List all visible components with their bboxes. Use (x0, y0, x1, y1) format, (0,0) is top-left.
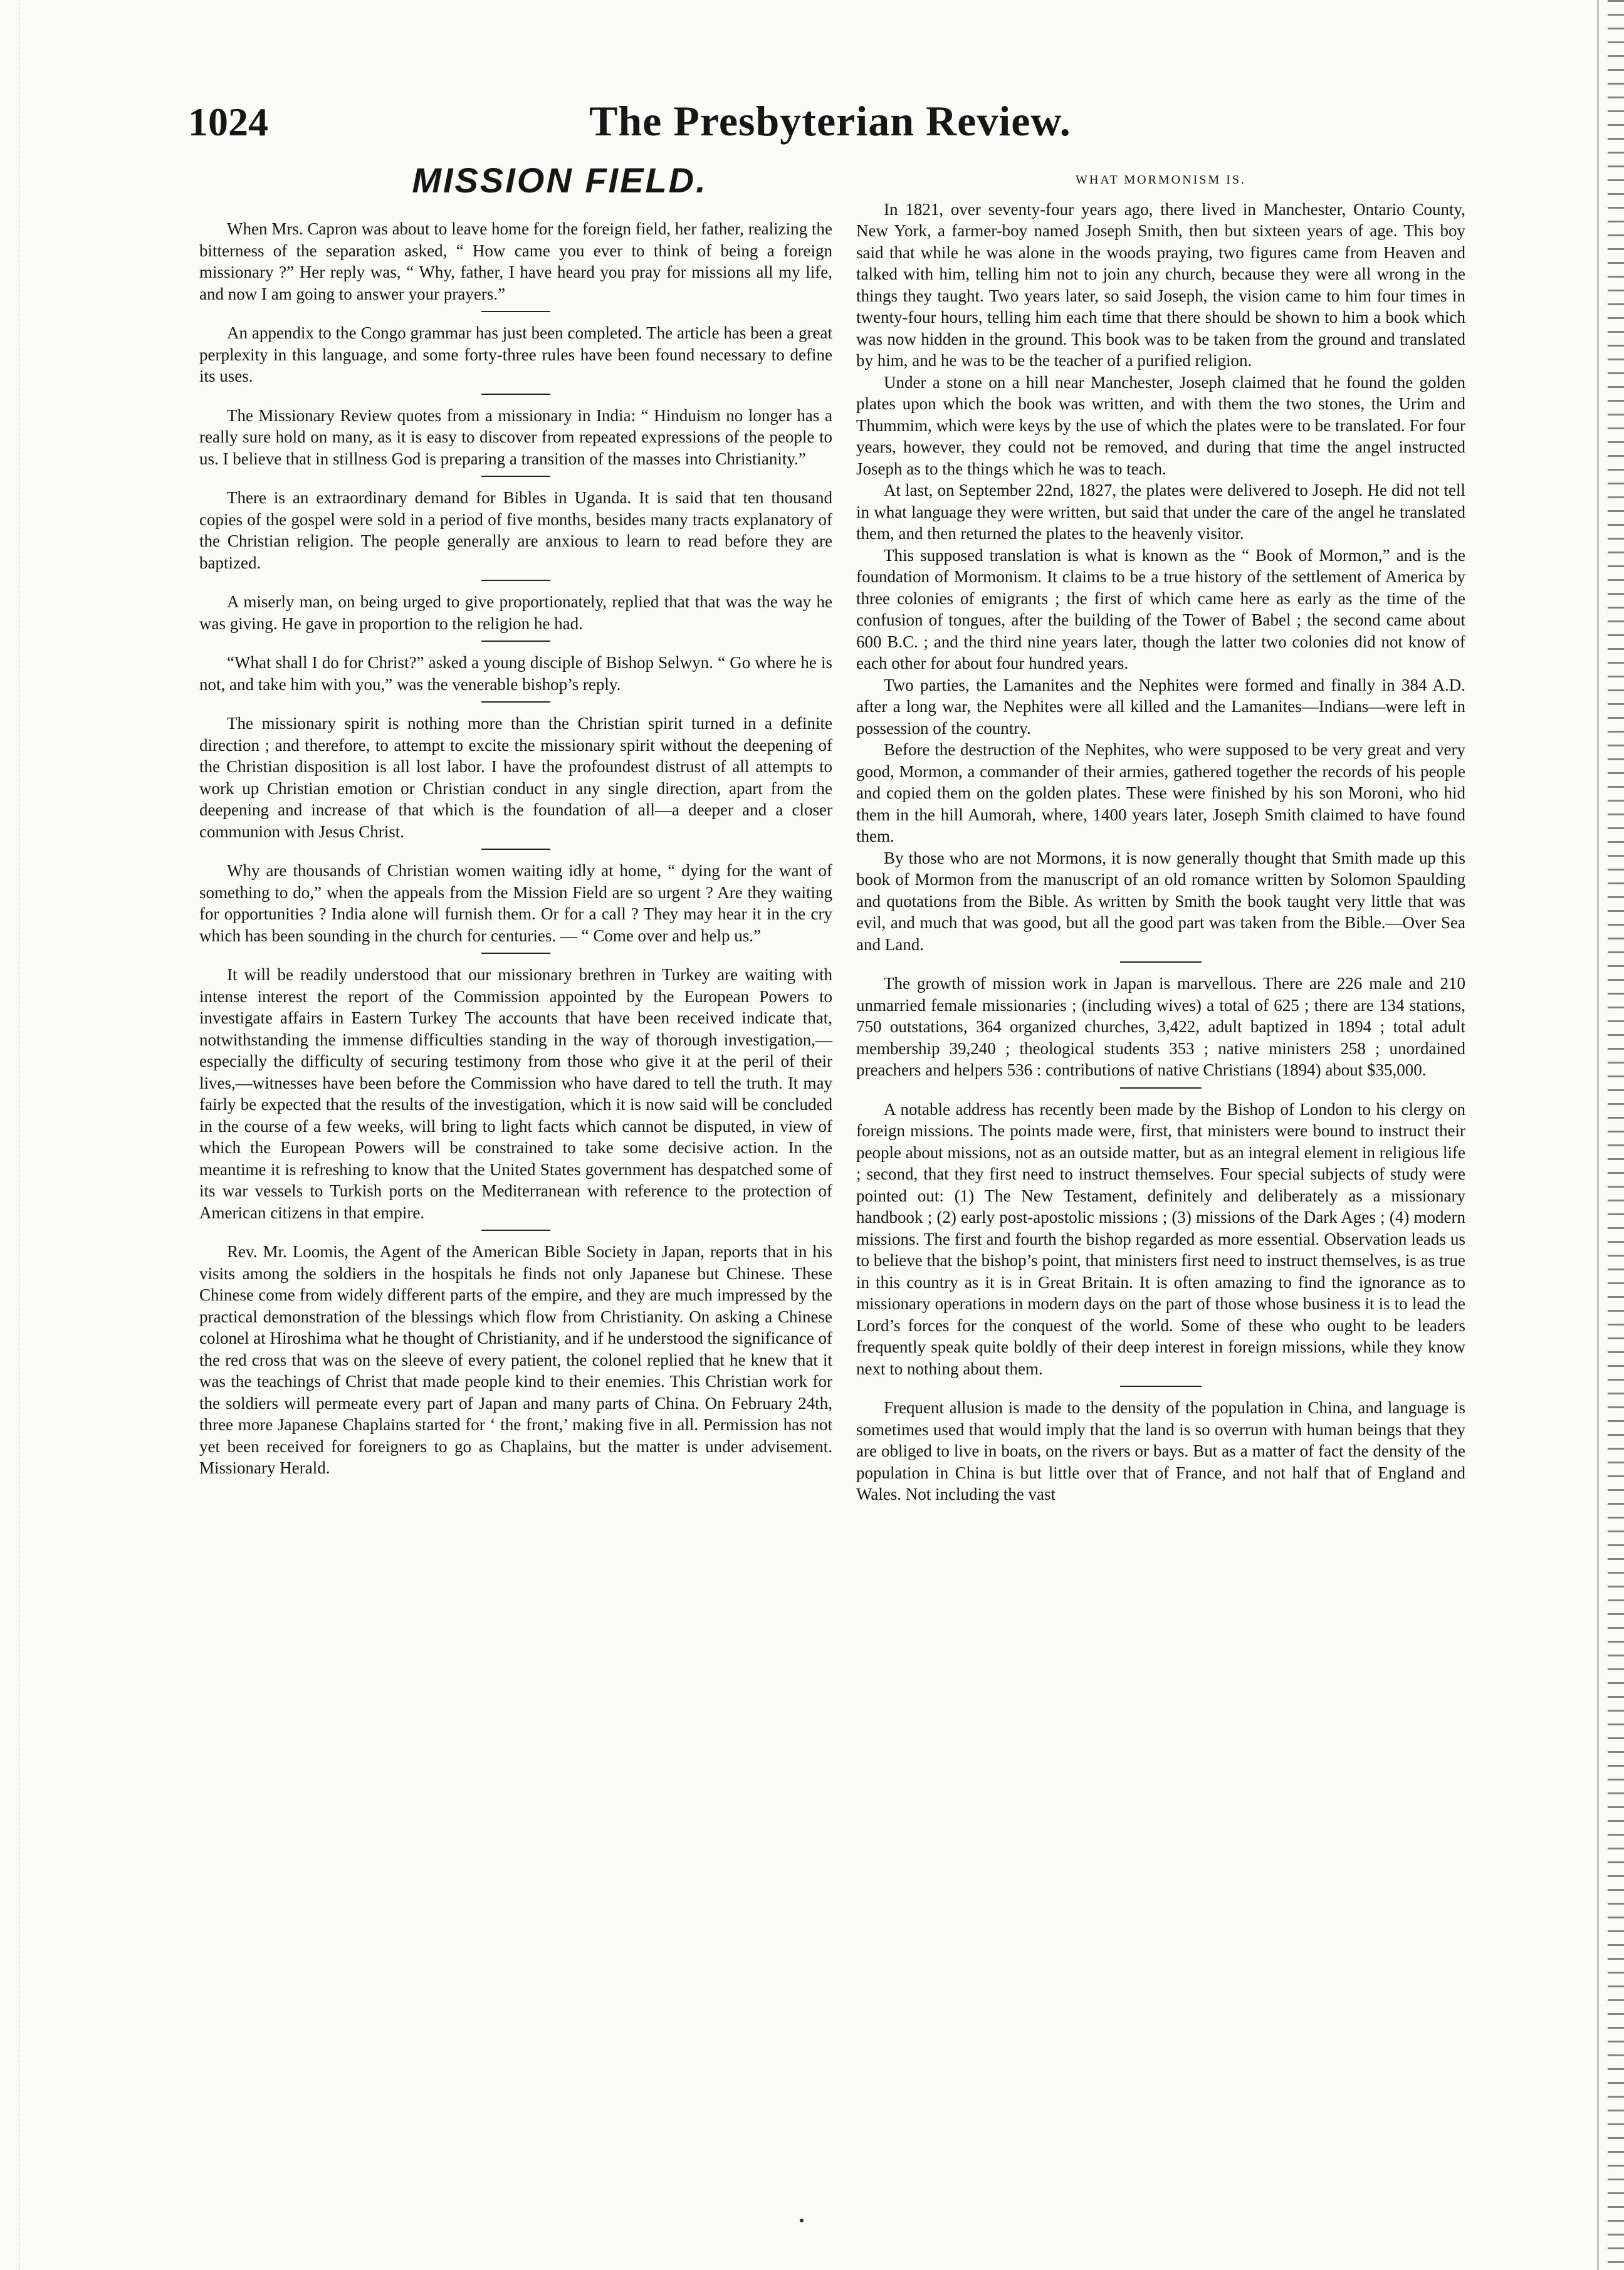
journal-title: The Presbyterian Review. (589, 97, 1071, 145)
paragraph (199, 1241, 832, 1479)
paragraph-text: A miserly man, on being urged to give proportionately, replied that that was the way he was giving. He gave in proportion to the religion he had. (199, 592, 832, 633)
paragraph-text: “What shall I do for Christ?” asked a young disciple of Bishop Selwyn. “ Go where he is not, and take him with you,” was the venerable bishop’s reply. (199, 653, 832, 694)
ink-dot (800, 2219, 804, 2222)
paragraph-text: Frequent allusion is made to the density of the population in China, and language is sometimes used that would imply that the land is so overrun with human beings that they are obliged to live in boats, on the rivers or bays. But as a matter of fact the density of the population in China is but little over that of France, and not half that of England and Wales. Not including the vast (856, 1398, 1465, 1504)
paragraph (199, 218, 832, 305)
separator-rule (481, 953, 550, 954)
page-number: 1024 (188, 100, 268, 144)
paragraph-text: At last, on September 22nd, 1827, the plates were delivered to Joseph. He did not tell in what language they were written, but said that under the care of the angel he translated them, and then returned the plates to the heavenly visitor. (856, 481, 1465, 543)
paragraph-text: A notable address has recently been made by the Bishop of London to his clergy on foreign missions. The points made were, first, that ministers were bound to instruct their people about missions, not as an outside matter, but as an integral element in religious life ; second, that they first need to instruct themselves. Four special subjects of study were pointed out: (1) The New Testament, definitely and deliberately as a missionary handbook ; (2) early post-apostolic missions ; (3) missions of the Dark Ages ; (4) modern missions. The first and fourth the bishop regarded as more essential. Observation leads us to believe that the bishop’s point, that ministers first need to instruct themselves, is as true in this country as it is in Great Britain. It is often amazing to find the ignorance as to missionary operations in modern days on the part of those whose business it is to lead the Lord’s forces for the conquest of the world. Some of these who ought to be leaders frequently speak quite boldly of their deep interest in foreign missions, while they know next to nothing about them. (856, 1099, 1465, 1378)
scan-left-edge (0, 0, 19, 2270)
separator-rule (481, 701, 550, 703)
paragraph (856, 1099, 1465, 1380)
paragraph-text: There is an extraordinary demand for Bibles in Uganda. It is said that ten thousand copies of the gospel were sold in a period of five months, besides many tracts explanatory of the Christian religion. The people generally are anxious to learn to read before they are baptized. (199, 488, 832, 572)
paragraph-text: Before the destruction of the Nephites, who were supposed to be very great and very good, Mormon, a commander of their armies, gathered together the records of his people and copied them on the golden plates. These were finished by his son Moroni, who hid them in the hill Aumorah, where, 1400 years later, Joseph Smith claimed to have found them. (856, 740, 1465, 845)
paragraph (199, 591, 832, 634)
scan-right-edge (1608, 0, 1624, 2270)
paragraph-text: It will be readily understood that our missionary brethren in Turkey are waiting with intense interest the report of the Commission appointed by the European Powers to investigate affairs in Eastern Turkey The accounts that have been received indicate that, notwithstanding the immense difficulties standing in the way of thorough investigation,—especially the difficulty of securing testimony from those who give it at the peril of their lives,—witnesses have been before the Commission who have dared to tell the truth. It may fairly be expected that the results of the investigation, which it is now said will be concluded in the course of a few weeks, will bring to light facts which cannot be disputed, in view of which the European Powers will be constrained to take some decisive action. In the meantime it is refreshing to know that the United States government has despatched some of its war vessels to Turkish ports on the Mediterranean with reference to the protection of American citizens in that empire. (199, 965, 832, 1222)
paragraph-text: In 1821, over seventy-four years ago, there lived in Manchester, Ontario County, New York, a farmer-boy named Joseph Smith, then but sixteen years of age. This boy said that while he was alone in the woods praying, two figures came from Heaven and talked with him, telling him not to join any church, because they were all wrong in the things they taught. Two years later, so said Joseph, the vision came to him four times in twenty-four hours, telling him each time that there should be shown to him a book which was now hidden in the ground. This book was to be taken from the ground and translated by him, and he was to be the teacher of a purified religion. (856, 199, 1465, 370)
paragraph (199, 860, 832, 946)
separator-rule (481, 580, 550, 581)
paragraph-text: The growth of mission work in Japan is marvellous. There are 226 male and 210 unmarried female missionaries ; (including wives) a total of 625 ; there are 134 stations, 750 outstations, 364 organized churches, 3,422, adult baptized in 1894 ; total adult membership 39,240 ; theological students 353 ; native ministers 258 ; unordained preachers and helpers 536 : contributions of native Christians (1894) about $35,000. (856, 974, 1465, 1079)
paragraph (199, 713, 832, 842)
paragraph-text: An appendix to the Congo grammar has just been completed. The article has been a great perplexity in this language, and some forty-three rules have been found necessary to define its uses. (199, 323, 832, 385)
paragraph-text: The missionary spirit is nothing more than the Christian spirit turned in a definite direction ; and therefore, to attempt to excite the missionary spirit without the deepening of the Christian disposition is all lost labor. I have the profoundest distrust of all attempts to work up Christian emotion or Christian conduct in any single direction, apart from the deepening and increase of that which is the foundation of all—a deeper and a closer communion with Jesus Christ. (199, 714, 832, 841)
paragraph (199, 322, 832, 387)
paragraph-text: Why are thousands of Christian women waiting idly at home, “ dying for the want of something to do,” when the appeals from the Mission Field are so urgent ? Are they waiting for opportunities ? India alone will furnish them. Or for a call ? They may hear it in the cry which has been sounding in the church for centuries. — “ Come over and help us.” (199, 861, 832, 945)
section-title: MISSION FIELD. (412, 160, 708, 200)
paragraph (199, 964, 832, 1223)
paragraph (856, 1397, 1465, 1505)
paragraph-text: This supposed translation is what is known as the “ Book of Mormon,” and is the foundation of Mormonism. It claims to be a true history of the settlement of America by three colonies of emigrants ; the first of which came here as early as the time of the confusion of tongues, after the building of the Tower of Babel ; the second came about 600 B.C. ; and the third nine years later, though the latter two colonies did not know of each other for about four hundred years. (856, 545, 1465, 672)
right-column (856, 169, 1465, 1510)
separator-rule (481, 849, 550, 850)
paragraph-text: Under a stone on a hill near Manchester, Joseph claimed that he found the golden plates upon which the book was written, and with them the two stones, the Urim and Thummim, which were keys by the use of which the plates were to be translated. For four years, however, they could not be removed, and during that time the angel instructed Joseph as to the things which he was to teach. (856, 372, 1465, 478)
paragraph-text: Two parties, the Lamanites and the Nephites were formed and finally in 384 A.D. after a long war, the Nephites were all killed and the Lamanites—Indians—were left in possession of the country. (856, 675, 1465, 738)
paragraph-text: The Missionary Review quotes from a missionary in India: “ Hinduism no longer has a really sure hold on many, as it is easy to discover from repeated expressions of the people to us. I believe that in stillness God is preparing a transition of the masses into Christianity.” (199, 405, 832, 468)
separator-rule (1120, 1386, 1202, 1387)
separator-rule (481, 476, 550, 477)
separator-rule (1120, 1087, 1202, 1089)
paragraph (199, 405, 832, 470)
paragraph (199, 487, 832, 573)
paragraph-text: When Mrs. Capron was about to leave home for the foreign field, her father, realizing the bitterness of the separation asked, “ How came you ever to think of being a foreign missionary ?” Her reply was, “ Why, father, I have heard you pray for missions all my life, and now I am going to answer your prayers.” (199, 219, 832, 303)
separator-rule (481, 1230, 550, 1231)
paragraph (199, 652, 832, 695)
separator-rule (481, 394, 550, 395)
paragraph-text: By those who are not Mormons, it is now generally thought that Smith made up this book of Mormon from the manuscript of an old romance written by Solomon Spaulding and quotations from the Bible. As written by Smith the book taught very little that was evil, and much that was good, but all the good part was taken from the Bible.—Over Sea and Land. (856, 848, 1465, 954)
left-column (199, 162, 832, 1484)
paragraph-text: Rev. Mr. Loomis, the Agent of the American Bible Society in Japan, reports that in his visits among the soldiers in the hospitals he finds not only Japanese but Chinese. These Chinese come from widely different parts of the empire, and they are much impressed by the practical demonstration of the blessings which flow from Christianity. On asking a Chinese colonel at Hiroshima what he thought of Christianity, and if he understood the significance of the red cross that was on the sleeve of every patient, the colonel replied that he knew that it was the teachings of Christ that made people kind to their enemies. This Christian work for the soldiers will permeate every part of Japan and many parts of China. On February 24th, three more Japanese Chaplains started for ‘ the front,’ making five in all. Permission has not yet been received for foreigners to go as Chaplains, but the matter is under advisement. Missionary Herald. (199, 1242, 832, 1477)
separator-rule (1120, 961, 1202, 963)
scan-binding-line (1597, 0, 1599, 2270)
paragraph (856, 973, 1465, 1081)
article-heading: WHAT MORMONISM IS. (1076, 173, 1246, 187)
separator-rule (481, 311, 550, 312)
separator-rule (481, 641, 550, 642)
